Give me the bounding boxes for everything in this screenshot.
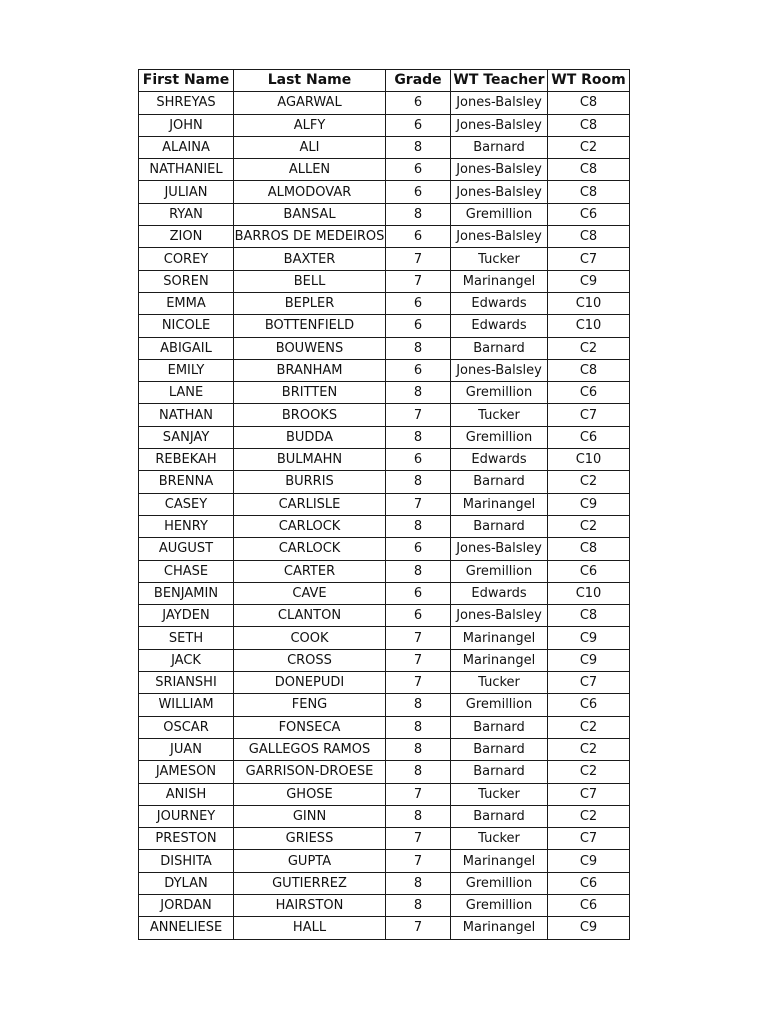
wt-room-cell: C2 [548,716,630,738]
table-row [139,894,630,916]
header-last-name: Last Name [234,70,386,92]
wt-room-cell: C9 [548,627,630,649]
header-row [139,70,630,92]
table-row [139,382,630,404]
wt-teacher-cell: Marinangel [451,917,548,939]
last-name-cell: GUPTA [234,850,386,872]
last-name-cell: ALMODOVAR [234,181,386,203]
table-row [139,315,630,337]
grade-cell: 8 [386,382,451,404]
table-row [139,159,630,181]
wt-room-cell: C9 [548,270,630,292]
wt-teacher-cell: Gremillion [451,203,548,225]
wt-room-cell: C6 [548,560,630,582]
grade-cell: 6 [386,449,451,471]
last-name-cell: BUDDA [234,426,386,448]
first-name-cell: JACK [139,649,234,671]
first-name-cell: JOURNEY [139,805,234,827]
grade-cell: 8 [386,694,451,716]
wt-room-cell: C2 [548,515,630,537]
first-name-cell: JAMESON [139,761,234,783]
table-row [139,493,630,515]
table-row [139,872,630,894]
first-name-cell: JORDAN [139,894,234,916]
wt-teacher-cell: Jones-Balsley [451,159,548,181]
table-row [139,582,630,604]
wt-teacher-cell: Jones-Balsley [451,226,548,248]
wt-teacher-cell: Barnard [451,761,548,783]
wt-room-cell: C2 [548,738,630,760]
grade-cell: 6 [386,292,451,314]
wt-room-cell: C9 [548,493,630,515]
first-name-cell: CASEY [139,493,234,515]
wt-teacher-cell: Barnard [451,738,548,760]
first-name-cell: NATHAN [139,404,234,426]
grade-cell: 7 [386,828,451,850]
wt-teacher-cell: Edwards [451,449,548,471]
last-name-cell: AGARWAL [234,92,386,114]
first-name-cell: WILLIAM [139,694,234,716]
wt-teacher-cell: Tucker [451,404,548,426]
grade-cell: 6 [386,582,451,604]
last-name-cell: GHOSE [234,783,386,805]
last-name-cell: BRITTEN [234,382,386,404]
wt-teacher-cell: Gremillion [451,894,548,916]
first-name-cell: HENRY [139,515,234,537]
wt-teacher-cell: Edwards [451,315,548,337]
wt-teacher-cell: Jones-Balsley [451,538,548,560]
wt-room-cell: C7 [548,783,630,805]
last-name-cell: FENG [234,694,386,716]
table-row [139,783,630,805]
last-name-cell: ALFY [234,114,386,136]
first-name-cell: JOHN [139,114,234,136]
first-name-cell: SOREN [139,270,234,292]
grade-cell: 8 [386,805,451,827]
wt-teacher-cell: Jones-Balsley [451,92,548,114]
wt-room-cell: C7 [548,828,630,850]
wt-teacher-cell: Marinangel [451,649,548,671]
wt-teacher-cell: Barnard [451,337,548,359]
wt-room-cell: C8 [548,114,630,136]
grade-cell: 6 [386,538,451,560]
first-name-cell: BENJAMIN [139,582,234,604]
table-row [139,181,630,203]
wt-teacher-cell: Barnard [451,136,548,158]
grade-cell: 6 [386,226,451,248]
grade-cell: 6 [386,315,451,337]
grade-cell: 8 [386,872,451,894]
wt-room-cell: C6 [548,203,630,225]
header-first-name: First Name [139,70,234,92]
header-wt-room: WT Room [548,70,630,92]
table-row [139,716,630,738]
first-name-cell: BRENNA [139,471,234,493]
wt-room-cell: C10 [548,449,630,471]
first-name-cell: JAYDEN [139,605,234,627]
first-name-cell: EMILY [139,359,234,381]
wt-room-cell: C6 [548,872,630,894]
table-row [139,917,630,939]
table-row [139,850,630,872]
last-name-cell: COOK [234,627,386,649]
table-row [139,226,630,248]
grade-cell: 7 [386,248,451,270]
roster-sheet [138,69,630,940]
grade-cell: 8 [386,738,451,760]
wt-teacher-cell: Tucker [451,248,548,270]
grade-cell: 8 [386,426,451,448]
table-row [139,627,630,649]
grade-cell: 7 [386,649,451,671]
table-row [139,538,630,560]
last-name-cell: BOTTENFIELD [234,315,386,337]
wt-teacher-cell: Edwards [451,582,548,604]
last-name-cell: GALLEGOS RAMOS [234,738,386,760]
wt-teacher-cell: Jones-Balsley [451,359,548,381]
table-row [139,672,630,694]
last-name-cell: BURRIS [234,471,386,493]
last-name-cell: GRIESS [234,828,386,850]
wt-room-cell: C8 [548,605,630,627]
last-name-cell: BAXTER [234,248,386,270]
grade-cell: 8 [386,337,451,359]
table-row [139,515,630,537]
table-row [139,560,630,582]
first-name-cell: EMMA [139,292,234,314]
first-name-cell: COREY [139,248,234,270]
roster-table [138,69,630,940]
grade-cell: 7 [386,850,451,872]
grade-cell: 7 [386,493,451,515]
first-name-cell: SRIANSHI [139,672,234,694]
grade-cell: 7 [386,404,451,426]
grade-cell: 8 [386,136,451,158]
table-row [139,426,630,448]
wt-room-cell: C9 [548,649,630,671]
last-name-cell: BEPLER [234,292,386,314]
table-row [139,114,630,136]
table-row [139,605,630,627]
wt-room-cell: C2 [548,136,630,158]
table-row [139,136,630,158]
grade-cell: 8 [386,471,451,493]
first-name-cell: AUGUST [139,538,234,560]
wt-teacher-cell: Gremillion [451,872,548,894]
wt-teacher-cell: Gremillion [451,560,548,582]
wt-room-cell: C9 [548,917,630,939]
wt-teacher-cell: Gremillion [451,426,548,448]
wt-teacher-cell: Barnard [451,716,548,738]
wt-room-cell: C9 [548,850,630,872]
last-name-cell: BROOKS [234,404,386,426]
first-name-cell: NATHANIEL [139,159,234,181]
wt-teacher-cell: Marinangel [451,627,548,649]
last-name-cell: GUTIERREZ [234,872,386,894]
last-name-cell: CAVE [234,582,386,604]
last-name-cell: CARLOCK [234,515,386,537]
last-name-cell: CARLISLE [234,493,386,515]
wt-teacher-cell: Marinangel [451,850,548,872]
wt-teacher-cell: Edwards [451,292,548,314]
grade-cell: 7 [386,917,451,939]
first-name-cell: SANJAY [139,426,234,448]
wt-room-cell: C10 [548,582,630,604]
grade-cell: 6 [386,159,451,181]
table-row [139,248,630,270]
grade-cell: 8 [386,203,451,225]
last-name-cell: FONSECA [234,716,386,738]
grade-cell: 8 [386,515,451,537]
wt-teacher-cell: Tucker [451,828,548,850]
wt-room-cell: C7 [548,248,630,270]
first-name-cell: PRESTON [139,828,234,850]
grade-cell: 8 [386,716,451,738]
table-row [139,694,630,716]
wt-room-cell: C2 [548,471,630,493]
table-row [139,738,630,760]
last-name-cell: CROSS [234,649,386,671]
wt-room-cell: C8 [548,538,630,560]
wt-room-cell: C6 [548,426,630,448]
wt-room-cell: C2 [548,337,630,359]
header-grade: Grade [386,70,451,92]
grade-cell: 7 [386,270,451,292]
grade-cell: 6 [386,92,451,114]
wt-room-cell: C8 [548,181,630,203]
grade-cell: 7 [386,627,451,649]
first-name-cell: RYAN [139,203,234,225]
wt-room-cell: C10 [548,292,630,314]
first-name-cell: JUAN [139,738,234,760]
first-name-cell: CHASE [139,560,234,582]
table-row [139,337,630,359]
table-row [139,805,630,827]
last-name-cell: BANSAL [234,203,386,225]
first-name-cell: ZION [139,226,234,248]
wt-room-cell: C7 [548,672,630,694]
table-row [139,449,630,471]
first-name-cell: ALAINA [139,136,234,158]
grade-cell: 6 [386,605,451,627]
wt-room-cell: C6 [548,382,630,404]
grade-cell: 7 [386,783,451,805]
grade-cell: 8 [386,560,451,582]
first-name-cell: DYLAN [139,872,234,894]
first-name-cell: SETH [139,627,234,649]
wt-room-cell: C10 [548,315,630,337]
last-name-cell: ALI [234,136,386,158]
first-name-cell: LANE [139,382,234,404]
first-name-cell: REBEKAH [139,449,234,471]
roster-body [139,92,630,939]
table-row [139,92,630,114]
wt-teacher-cell: Marinangel [451,493,548,515]
first-name-cell: ABIGAIL [139,337,234,359]
wt-room-cell: C8 [548,159,630,181]
first-name-cell: SHREYAS [139,92,234,114]
wt-teacher-cell: Gremillion [451,382,548,404]
wt-teacher-cell: Jones-Balsley [451,605,548,627]
wt-room-cell: C7 [548,404,630,426]
wt-room-cell: C6 [548,894,630,916]
grade-cell: 7 [386,672,451,694]
table-row [139,270,630,292]
wt-teacher-cell: Barnard [451,471,548,493]
last-name-cell: HAIRSTON [234,894,386,916]
table-row [139,404,630,426]
wt-room-cell: C8 [548,359,630,381]
wt-teacher-cell: Jones-Balsley [451,114,548,136]
grade-cell: 6 [386,114,451,136]
table-row [139,471,630,493]
grade-cell: 8 [386,761,451,783]
grade-cell: 8 [386,894,451,916]
header-wt-teacher: WT Teacher [451,70,548,92]
last-name-cell: BOUWENS [234,337,386,359]
wt-room-cell: C6 [548,694,630,716]
last-name-cell: ALLEN [234,159,386,181]
wt-teacher-cell: Barnard [451,805,548,827]
table-row [139,359,630,381]
last-name-cell: DONEPUDI [234,672,386,694]
wt-teacher-cell: Jones-Balsley [451,181,548,203]
wt-teacher-cell: Barnard [451,515,548,537]
wt-teacher-cell: Tucker [451,672,548,694]
wt-teacher-cell: Marinangel [451,270,548,292]
last-name-cell: BARROS DE MEDEIROS [234,226,386,248]
last-name-cell: CLANTON [234,605,386,627]
table-row [139,203,630,225]
wt-room-cell: C2 [548,805,630,827]
first-name-cell: DISHITA [139,850,234,872]
table-row [139,292,630,314]
last-name-cell: CARLOCK [234,538,386,560]
last-name-cell: BULMAHN [234,449,386,471]
wt-room-cell: C2 [548,761,630,783]
first-name-cell: JULIAN [139,181,234,203]
first-name-cell: NICOLE [139,315,234,337]
last-name-cell: CARTER [234,560,386,582]
first-name-cell: ANNELIESE [139,917,234,939]
last-name-cell: GINN [234,805,386,827]
table-row [139,761,630,783]
wt-room-cell: C8 [548,92,630,114]
grade-cell: 6 [386,181,451,203]
last-name-cell: HALL [234,917,386,939]
wt-room-cell: C8 [548,226,630,248]
table-row [139,828,630,850]
wt-teacher-cell: Tucker [451,783,548,805]
wt-teacher-cell: Gremillion [451,694,548,716]
first-name-cell: OSCAR [139,716,234,738]
last-name-cell: GARRISON-DROESE [234,761,386,783]
last-name-cell: BELL [234,270,386,292]
grade-cell: 6 [386,359,451,381]
first-name-cell: ANISH [139,783,234,805]
table-row [139,649,630,671]
last-name-cell: BRANHAM [234,359,386,381]
